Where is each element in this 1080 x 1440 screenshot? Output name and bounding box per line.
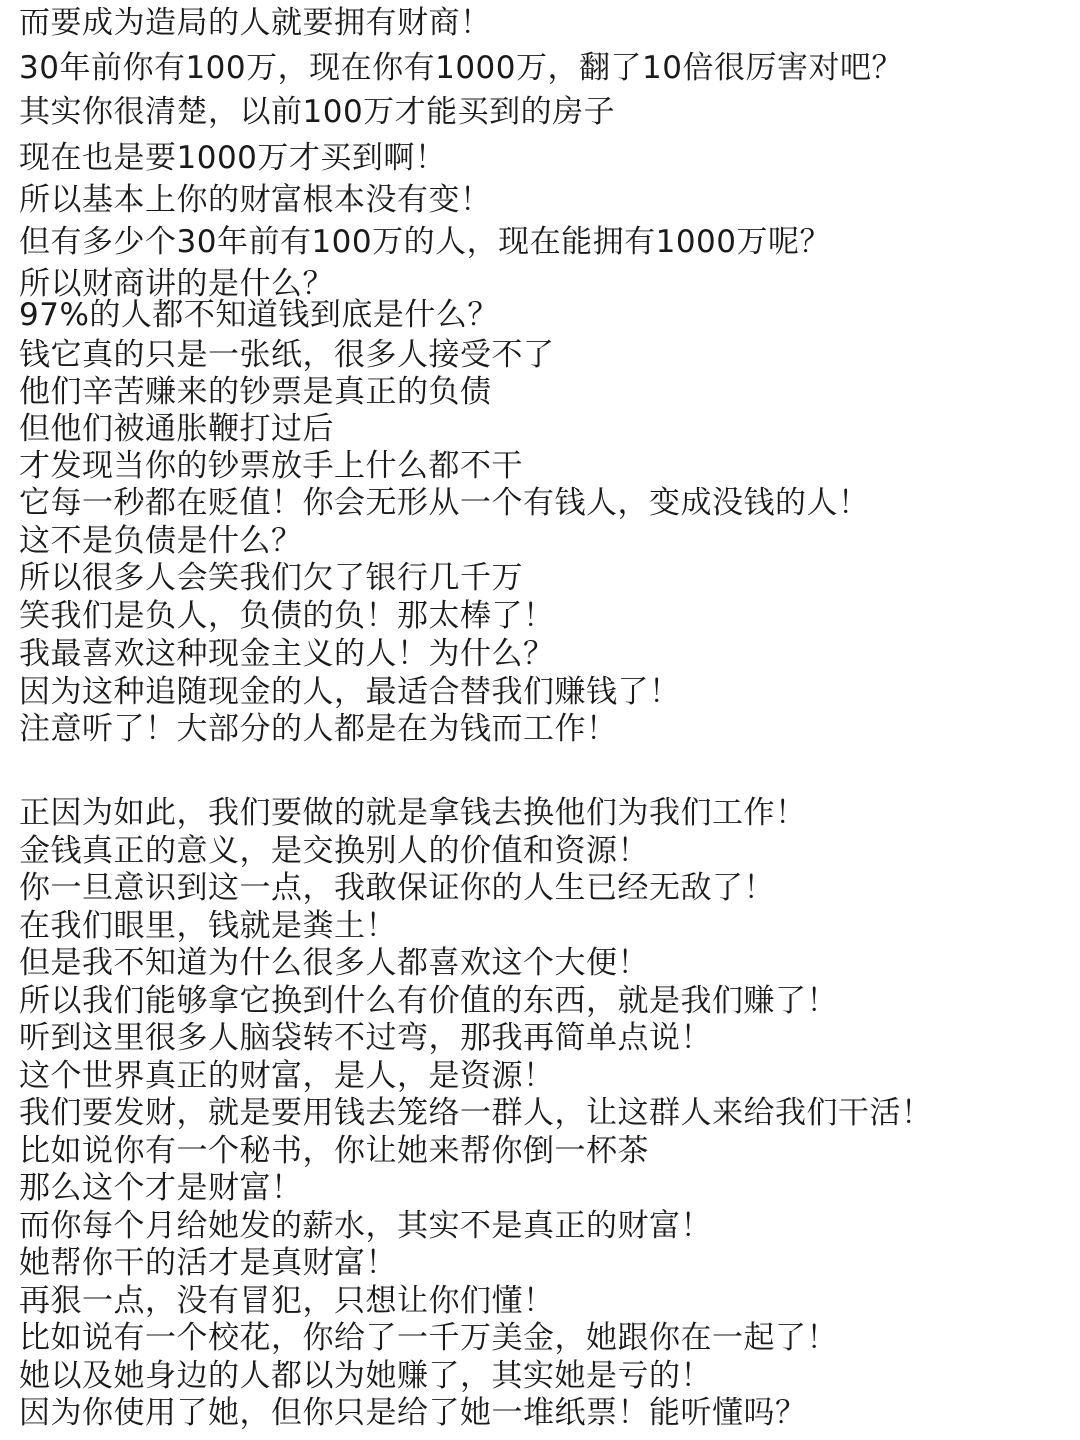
text-line: 97%的人都不知道钱到底是什么？ (19, 297, 499, 333)
text-line: 再狠一点，没有冒犯，只想让你们懂！ (19, 1283, 555, 1319)
text-line: 它每一秒都在贬值！你会无形从一个有钱人，变成没钱的人！ (19, 485, 870, 521)
text-line: 他们辛苦赚来的钞票是真正的负债 (19, 374, 492, 410)
text-line: 你一旦意识到这一点，我敢保证你的人生已经无敌了！ (19, 870, 775, 906)
text-line: 因为这种追随现金的人，最适合替我们赚钱了！ (19, 674, 681, 710)
text-line: 比如说有一个校花，你给了一千万美金，她跟你在一起了！ (19, 1320, 838, 1356)
text-line: 那么这个才是财富！ (19, 1170, 303, 1206)
text-line: 才发现当你的钞票放手上什么都不干 (19, 448, 523, 484)
text-line: 注意听了！大部分的人都是在为钱而工作！ (19, 711, 618, 747)
text-line: 正因为如此，我们要做的就是拿钱去换他们为我们工作！ (19, 795, 807, 831)
text-line: 听到这里很多人脑袋转不过弯，那我再简单点说！ (19, 1020, 712, 1056)
text-line: 在我们眼里，钱就是粪土！ (19, 908, 397, 944)
text-line: 但有多少个30年前有100万的人，现在能拥有1000万呢？ (19, 224, 832, 260)
text-line: 我们要发财，就是要用钱去笼络一群人，让这群人来给我们干活！ (19, 1095, 933, 1131)
text-line: 现在也是要1000万才买到啊！ (19, 140, 447, 176)
text-line: 钱它真的只是一张纸，很多人接受不了 (19, 337, 555, 373)
text-line: 所以很多人会笑我们欠了银行几千万 (19, 560, 523, 596)
text-line: 比如说你有一个秘书，你让她来帮你倒一杯茶 (19, 1133, 649, 1169)
text-line: 金钱真正的意义，是交换别人的价值和资源！ (19, 833, 649, 869)
text-line: 这不是负债是什么？ (19, 523, 303, 559)
text-line: 所以财商讲的是什么？ (19, 266, 334, 302)
text-line: 30年前你有100万，现在你有1000万，翻了10倍很厉害对吧？ (19, 50, 903, 86)
text-line: 这个世界真正的财富，是人，是资源！ (19, 1058, 555, 1094)
text-line: 所以基本上你的财富根本没有变！ (19, 182, 492, 218)
text-line: 她帮你干的活才是真财富！ (19, 1245, 397, 1281)
text-line: 但他们被通胀鞭打过后 (19, 411, 334, 447)
text-line: 笑我们是负人，负债的负！那太棒了！ (19, 598, 555, 634)
text-line: 我最喜欢这种现金主义的人！为什么？ (19, 636, 555, 672)
text-line: 而要成为造局的人就要拥有财商！ (19, 5, 492, 41)
text-line: 她以及她身边的人都以为她赚了，其实她是亏的！ (19, 1358, 712, 1394)
text-line: 其实你很清楚，以前100万才能买到的房子 (19, 94, 616, 130)
text-line: 但是我不知道为什么很多人都喜欢这个大便！ (19, 945, 649, 981)
text-line: 而你每个月给她发的薪水，其实不是真正的财富！ (19, 1208, 712, 1244)
text-line: 因为你使用了她，但你只是给了她一堆纸票！能听懂吗？ (19, 1395, 807, 1431)
text-line: 所以我们能够拿它换到什么有价值的东西，就是我们赚了！ (19, 983, 838, 1019)
